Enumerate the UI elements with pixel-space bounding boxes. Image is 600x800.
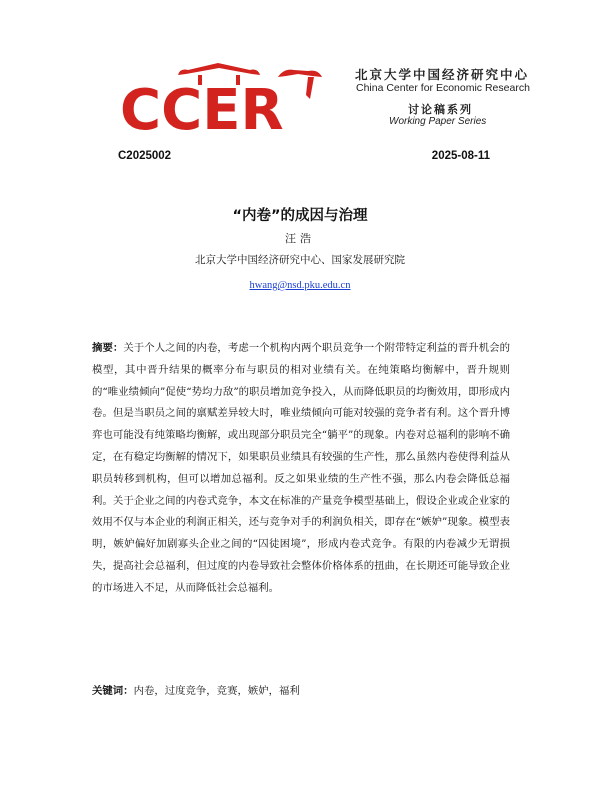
abstract [92,338,510,600]
paper-code: C2025002 [118,150,172,162]
keywords-label: 关键词： [92,685,134,697]
paper-author: 汪浩 [285,232,315,245]
abstract-text: 关于个人之间的内卷，考虑一个机构内两个职员竞争一个附带特定利益的晋升机会的模型，其中晋升结果的概率分布与职员的相对业绩有关。在纯策略均衡解中，晋升规则的“唯业绩倾向”促使“势均力敌”的职员增加竞争投入，从而降低职员的均衡效用，即形成内卷。但是当职员之间的禀赋差异较大时，唯业绩倾向可能对较强的竞争者有利。这个晋升博弈也可能没有纯策略均衡解，或出现部分职员完全“躺平”的现象。内卷对总福利的影响不确定，在有稳定均衡解的情况下，如果职员业绩具有较强的生产性，那么虽然内卷使得利益从职员转移到机构，但可以增加总福利。反之如果业绩的生产性不强，那么内卷会降低总福利。关于企业之间的内卷式竞争，本文在标准的产量竞争模型基础上，假设企业或企业家的效用不仅与本企业的利润正相关，还与竞争对手的利润负相关，即存在“嫉妒”现象。模型表明，嫉妒偏好加剧寡头企业之间的“囚徒困境”，形成内卷式竞争。有限的内卷减少无谓损失，提高社会总福利，但过度的内卷导致社会整体价格体系的扭曲，在长期还可能导致企业的市场进入不足，从而降低社会总福利。 [92,342,511,594]
keywords-text: 内卷，过度竞争，竞赛，嫉妒，福利 [133,685,300,697]
abstract-label: 摘要： [92,342,124,354]
paper-affiliation: 北京大学中国经济研究中心、国家发展研究院 [195,254,405,266]
keywords [92,682,510,697]
paper-date: 2025-08-11 [431,150,490,162]
org-name-en: China Center for Economic Research [356,82,530,94]
email-link[interactable]: hwang@nsd.pku.edu.cn [249,280,351,291]
org-name-cn: 北京大学中国经济研究中心 [355,67,530,82]
ccer-logo [118,55,328,133]
series-name-en: Working Paper Series [389,116,487,127]
logo-wordmark: CCER [120,78,284,133]
author-email [0,280,600,291]
paper-title: “内卷”的成因与治理 [232,208,368,224]
series-name-cn: 讨论稿系列 [408,103,473,116]
